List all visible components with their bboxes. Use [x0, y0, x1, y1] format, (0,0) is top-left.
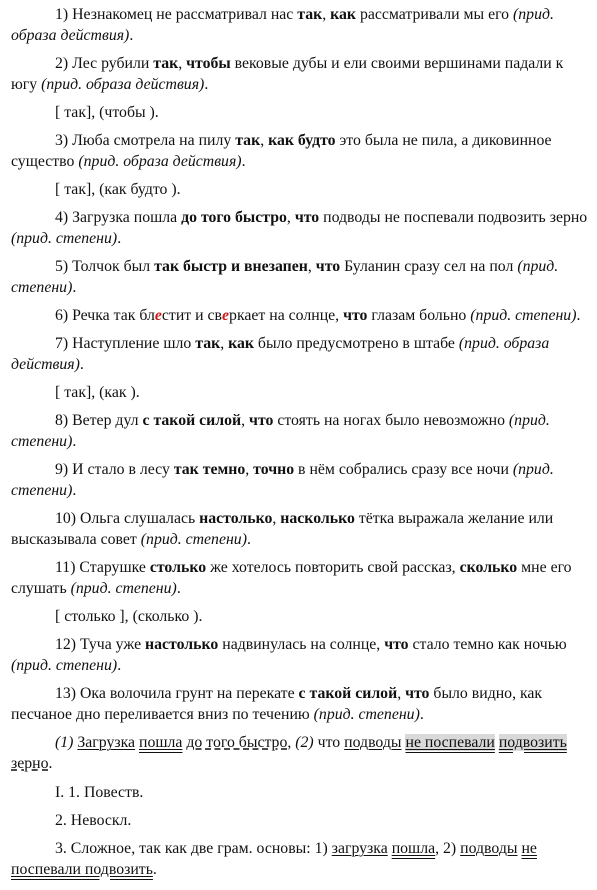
clause-type: (прид. степени) [11, 230, 118, 247]
scheme-line: [ так], (как будто ). [55, 181, 181, 198]
clause-type: (прид. степени) [11, 461, 554, 499]
clause-type: (прид. степени) [70, 580, 177, 597]
parsing-line-2: 2. Невоскл. [55, 812, 132, 829]
parsing-subject-2: подводы [460, 840, 518, 857]
sentence-item: 12) Туча уже настолько надвинулась на солнце, что стало темно как ночью (прид. степени). [11, 636, 567, 674]
sentence-number: 3) [55, 132, 73, 149]
clause-type: (прид. степени) [11, 657, 118, 674]
sentence-item: 2) Лес рубили так, чтобы вековые дубы и ели своими вершинами падали к югу (прид. образа действия). [11, 55, 564, 93]
main-word: так [297, 6, 323, 23]
sentence-number: 11) [55, 559, 80, 576]
parsing-line-3: 3. Сложное, так как две грам. основы: 1) загрузка пошла, 2) подводы не поспевали подвозить. [11, 840, 537, 878]
sentence-item: 7) Наступление шло так, как было предусмотрено в штабе (прид. образа действия). [11, 335, 550, 373]
main-word: до того быстро [181, 209, 287, 226]
sentence-number: 4) [55, 209, 73, 226]
conjunction: что [317, 734, 341, 751]
main-word: так [153, 55, 179, 72]
parsing-predicate-1: пошла [391, 840, 436, 857]
conjunction: что [315, 258, 341, 275]
document-body [11, 4, 591, 887]
sentence-number: 7) [55, 335, 73, 352]
main-word: так [195, 335, 221, 352]
clause-type: (прид. степени) [11, 412, 550, 450]
main-word: так [235, 132, 261, 149]
subject-2: подводы [344, 734, 402, 751]
clause-marker-2: (2) [295, 734, 314, 751]
sentence-item: 13) Ока волочила грунт на перекате с такой силой, что было видно, как песчаное дно переливается вниз по течению (прид. степени). [11, 685, 543, 723]
parsing-predicate-2a: не [521, 840, 537, 857]
conjunction: что [249, 412, 274, 429]
subject-1: Загрузка [77, 734, 136, 751]
sentence-number: 5) [55, 258, 73, 275]
clause-marker-1: (1) [55, 734, 74, 751]
main-word: столько [149, 559, 207, 576]
conjunction: насколько [280, 510, 355, 527]
clause-type: (прид. степени) [470, 307, 577, 324]
sentence-item: 5) Толчок был так быстр и внезапен, что Буланин сразу сел на пол (прид. степени). [11, 258, 559, 296]
main-word: так быстр и внезапен [154, 258, 308, 275]
conjunction: что [294, 209, 320, 226]
conjunction: что [405, 685, 430, 702]
sentence-item: 8) Ветер дул с такой силой, что стоять на ногах было невозможно (прид. степени). [11, 412, 550, 450]
sentence-number: 2) [55, 55, 73, 72]
sentence-item: 3) Люба смотрела на пилу так, как будто это была не пила, а диковинное существо (прид. образа действия). [11, 132, 552, 170]
scheme-line: [ столько ], (сколько ). [55, 608, 203, 625]
stressed-letter: е [222, 307, 230, 324]
main-word: настолько [145, 636, 219, 653]
clause-type: (прид. образа действия) [41, 76, 205, 93]
sentence-number: 13) [55, 685, 81, 702]
adverbial-1: до того быстро [186, 734, 288, 751]
clause-type: (прид. степени) [140, 531, 247, 548]
predicate-1: пошла [139, 734, 183, 751]
sentence-number: 1) [55, 6, 73, 23]
conjunction: что [343, 307, 368, 324]
parsing-subject-1: загрузка [331, 840, 388, 857]
sentence-item: 9) И стало в лесу так темно, точно в нём собрались сразу все ночи (прид. степени). [11, 461, 554, 499]
sentence-number: 12) [55, 636, 81, 653]
clause-type: (прид. степени) [11, 258, 559, 296]
predicate-2b: подвозить [498, 734, 567, 751]
clause-type: (прид. образа действия) [11, 6, 554, 44]
sentence-number: 8) [55, 412, 73, 429]
sentence-analysis: (1) Загрузка пошла до того быстро, (2) что подводы не поспевали подвозить зерно. [11, 734, 567, 772]
scheme-line: [ так], (как ). [55, 384, 140, 401]
conjunction: как будто [268, 132, 336, 149]
sentence-number: 10) [55, 510, 81, 527]
sentence-item: 4) Загрузка пошла до того быстро, что подводы не поспевали подвозить зерно (прид. степени). [11, 209, 588, 247]
conjunction: что [384, 636, 409, 653]
conjunction: точно [253, 461, 295, 478]
stressed-letter: е [154, 307, 162, 324]
conjunction: сколько [459, 559, 518, 576]
sentence-item: 11) Старушке столько же хотелось повторить свой рассказ, сколько мне его слушать (прид. степени). [11, 559, 572, 597]
sentence-list [11, 4, 591, 725]
scheme-line: [ так], (чтобы ). [55, 104, 159, 121]
main-word: настолько [199, 510, 273, 527]
sentence-item: 1) Незнакомец не рассматривал нас так, как рассматривали мы его (прид. образа действия). [11, 6, 554, 44]
sentence-item: 6) Речка так блестит и сверкает на солнце, что глазам больно (прид. степени). [55, 307, 581, 324]
main-word: так темно [173, 461, 246, 478]
parsing-line-1: I. 1. Повеств. [55, 784, 144, 801]
conjunction: как [228, 335, 254, 352]
parsing-predicate-2b: поспевали подвозить [11, 861, 153, 878]
predicate-2a: не поспевали [405, 734, 495, 751]
clause-type: (прид. степени) [313, 706, 420, 723]
main-word: с такой силой [142, 412, 242, 429]
object-2: зерно [11, 755, 49, 772]
conjunction: как [330, 6, 356, 23]
main-word: с такой силой [298, 685, 398, 702]
sentence-item: 10) Ольга слушалась настолько, насколько тётка выражала желание или высказывала совет (прид. степени). [11, 510, 554, 548]
clause-type: (прид. образа действия) [11, 335, 550, 373]
clause-type: (прид. образа действия) [78, 153, 242, 170]
sentence-number: 9) [55, 461, 73, 478]
conjunction: чтобы [186, 55, 231, 72]
